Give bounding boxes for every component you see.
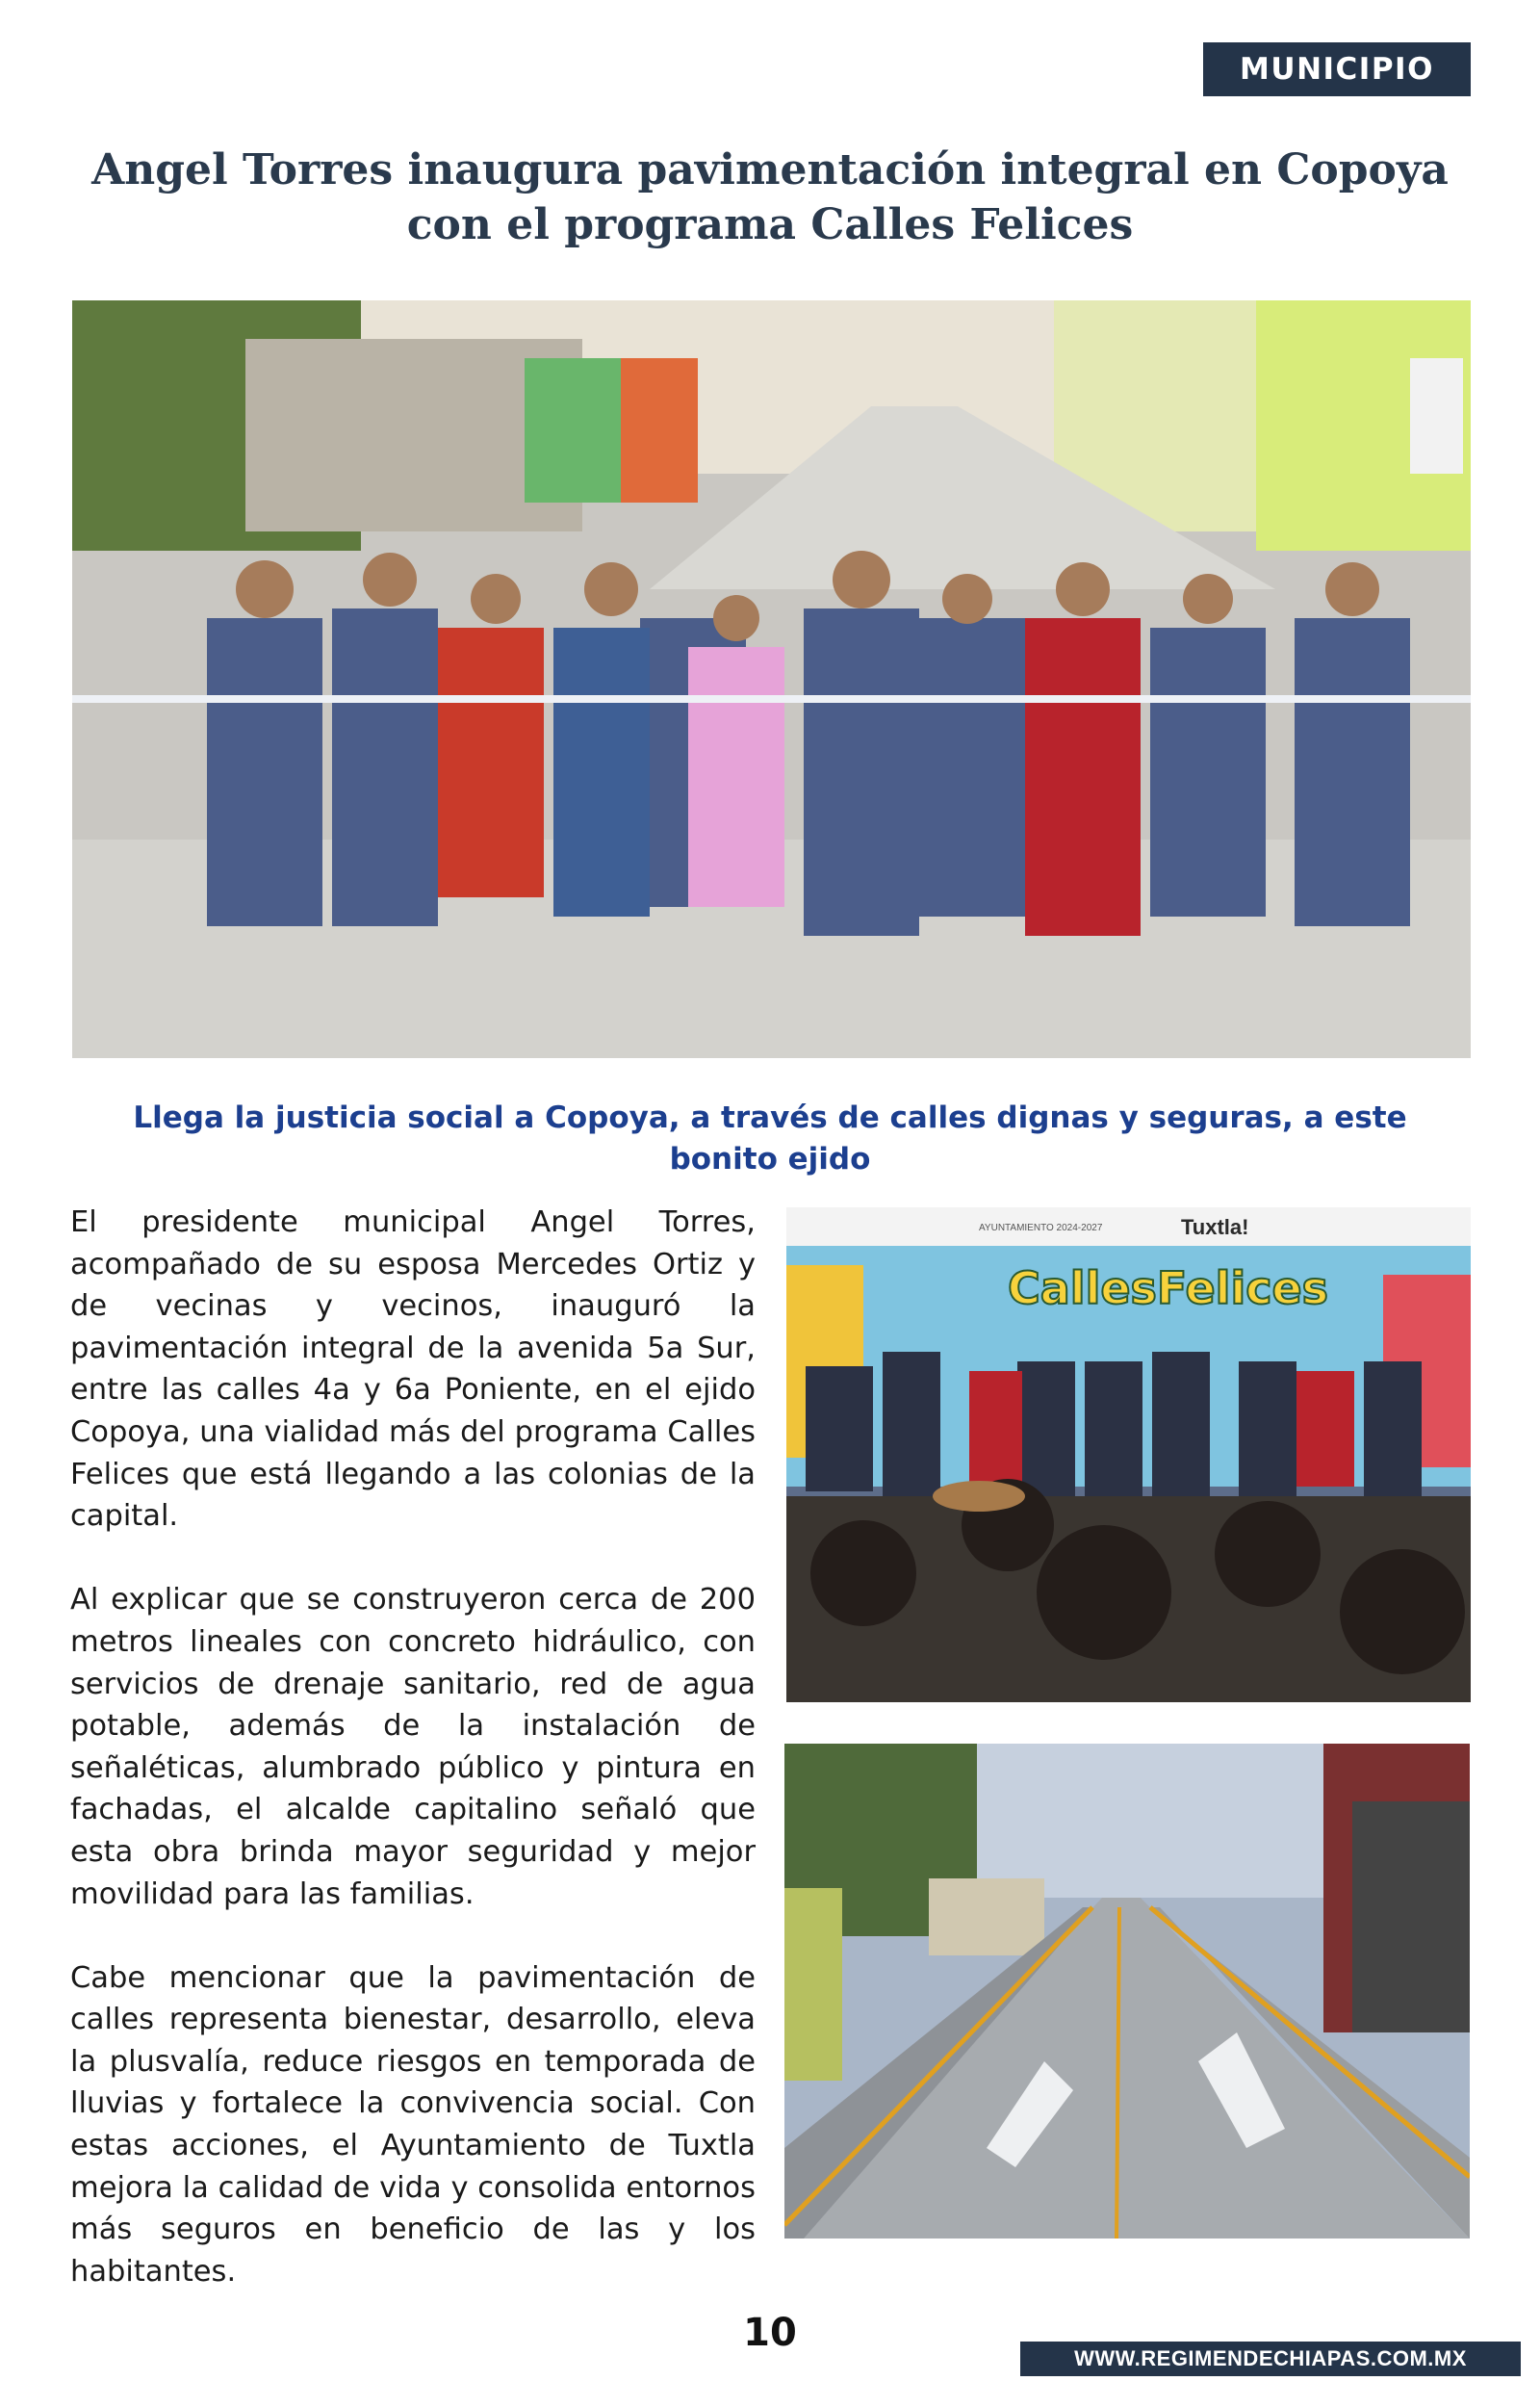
stage-banner-text: CallesFelices — [1008, 1262, 1329, 1314]
stage-subheader-text: AYUNTAMIENTO 2024-2027 — [979, 1223, 1103, 1233]
stage-event-photo — [786, 1207, 1471, 1702]
section-label: MUNICIPIO — [1203, 42, 1471, 96]
article-paragraph-2: Al explicar que se construyeron cerca de 200 metros lineales con concreto hidráulico, con servicios de drenaje sanitario, red de agua potable, además de la instalación de señaléticas, alumbrado público y pintura en fachadas, el alcalde capitalino señaló que esta obra brinda mayor seguridad y mejor movilidad para las familias. — [70, 1583, 756, 1911]
photo-caption: Llega la justicia social a Copoya, a través de calles dignas y seguras, a este bonito ejido — [133, 1100, 1407, 1177]
page-number: 10 — [743, 2311, 797, 2355]
article-headline: Angel Torres inaugura pavimentación integral en Copoya con el programa Calles Felices — [91, 145, 1449, 249]
article-paragraph-1: El presidente municipal Angel Torres, acompañado de su esposa Mercedes Ortiz y de vecinas y vecinos, inauguró la pavimentación integral de la avenida 5a Sur, entre las calles 4a y 6a Poniente, en el ejido Copoya, una vialidad más del programa Calles Felices que está llegando a las colonias de la capital. — [70, 1205, 756, 1534]
article-paragraph-3: Cabe mencionar que la pavimentación de calles representa bienestar, desarrollo, eleva la plusvalía, reduce riesgos en temporada de lluvias y fortalece la convivencia social. Con estas acciones, el Ayuntamiento de Tuxtla mejora la calidad de vida y consolida entornos más seguros en beneficio de las y los habitantes. — [70, 1960, 756, 2289]
main-photo-ribbon-cutting — [72, 300, 1471, 1058]
stage-header-text: Tuxtla! — [1181, 1215, 1249, 1239]
new-street-photo — [784, 1744, 1470, 2239]
article-body — [70, 1202, 756, 2335]
website-link[interactable]: WWW.REGIMENDECHIAPAS.COM.MX — [1020, 2342, 1521, 2376]
